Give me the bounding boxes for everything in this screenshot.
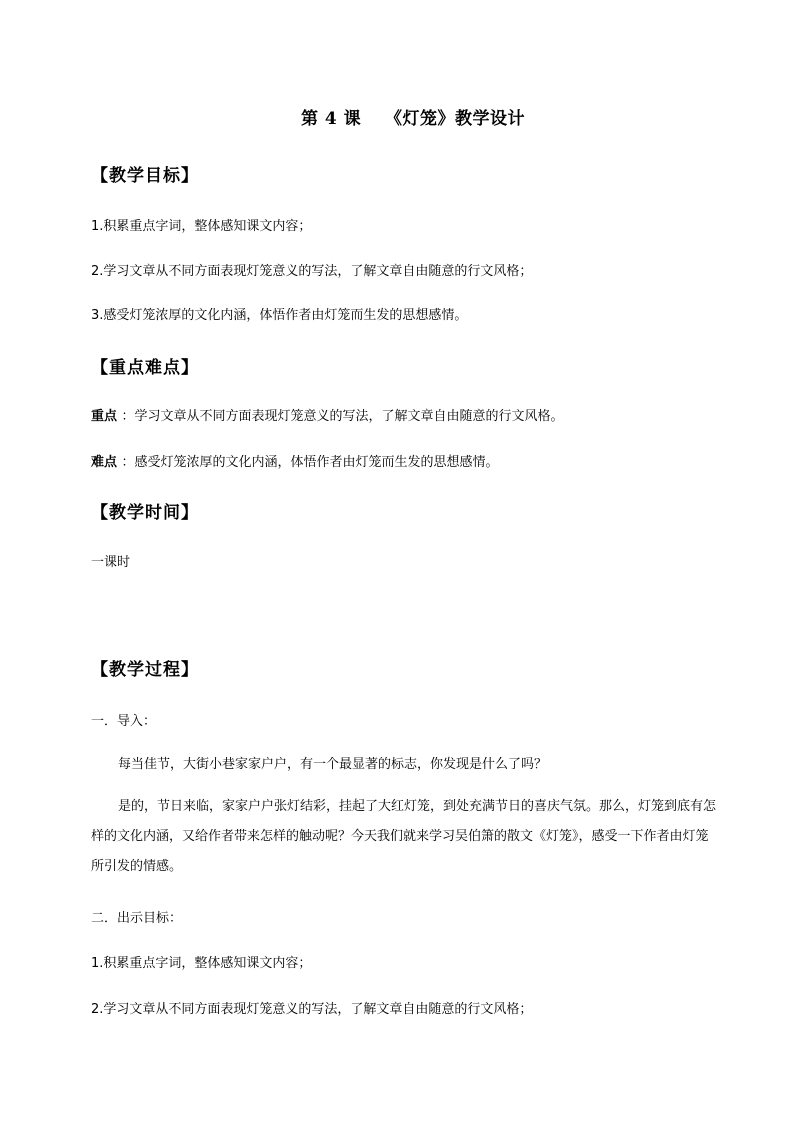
step2-label: 二．出示目标：: [91, 911, 183, 926]
goal-item-3: 3.感受灯笼浓厚的文化内涵，体悟作者由灯笼而生发的思想感情。: [91, 308, 468, 323]
difficult-point-label: 难点: [91, 455, 122, 470]
teaching-time-text: 一课时: [91, 555, 131, 570]
difficult-point-line: [91, 451, 499, 470]
key-point-label: 重点: [91, 409, 122, 424]
step1-paragraph-2: 是的，节日来临，家家户户张灯结彩，挂起了大红灯笼，到处充满节日的喜庆气氛。那么，灯笼到底有怎样的文化内涵，又给作者带来怎样的触动呢？今天我们就来学习吴伯箫的散文《灯笼》，感受一下作者由灯笼所引发的情感。: [91, 799, 717, 874]
key-point-text: ：学习文章从不同方面表现灯笼意义的写法，了解文章自由随意的行文风格。: [121, 409, 564, 424]
heading-teaching-goals: 【教学目标】: [91, 166, 199, 186]
goal-item-2: 2.学习文章从不同方面表现灯笼意义的写法，了解文章自由随意的行文风格；: [91, 264, 533, 279]
step1-paragraph-1: 每当佳节，大街小巷家家户户，有一个最显著的标志，你发现是什么了吗？: [118, 757, 548, 772]
key-point-line: [91, 405, 564, 424]
goal-item-1: 1.积累重点字词，整体感知课文内容；: [91, 219, 312, 234]
heading-teaching-process: 【教学过程】: [91, 660, 199, 680]
difficult-point-text: ：感受灯笼浓厚的文化内涵，体悟作者由灯笼而生发的思想感情。: [121, 455, 499, 470]
step2-item-2: 2.学习文章从不同方面表现灯笼意义的写法，了解文章自由随意的行文风格；: [91, 1002, 533, 1017]
step1-label: 一．导入：: [91, 714, 157, 729]
step2-item-1: 1.积累重点字词，整体感知课文内容；: [91, 956, 312, 971]
heading-teaching-time: 【教学时间】: [91, 503, 199, 523]
document-title: 第 4 课 《灯笼》教学设计: [300, 109, 526, 129]
heading-key-points: 【重点难点】: [91, 358, 199, 378]
